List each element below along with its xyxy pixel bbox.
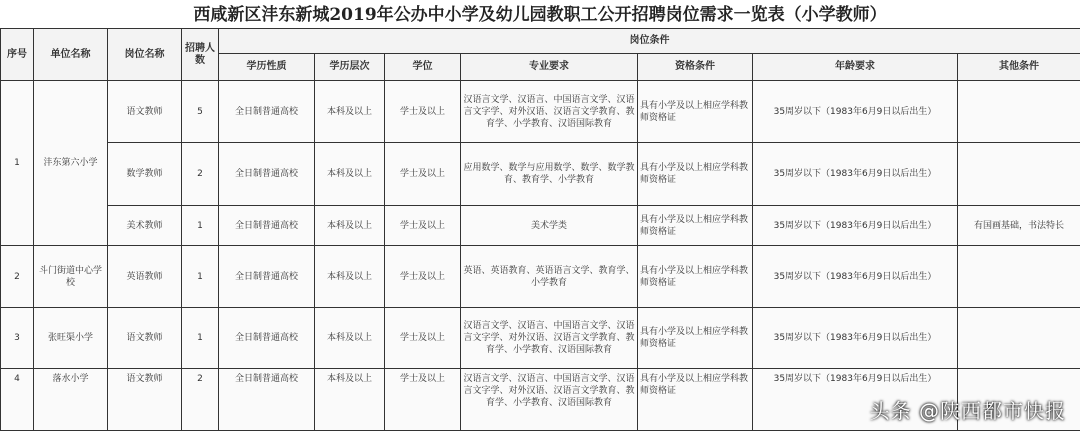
cell-edu-type: 全日制普通高校 (219, 143, 315, 206)
header-post: 岗位名称 (108, 29, 182, 81)
cell-other: 有国画基础，书法特长 (958, 206, 1080, 246)
cell-qual: 具有小学及以上相应学科教师资格证 (638, 143, 753, 206)
cell-degree: 学士及以上 (385, 143, 461, 206)
cell-post: 英语教师 (108, 246, 182, 308)
cell-degree: 学士及以上 (385, 308, 461, 369)
cell-other (958, 143, 1080, 206)
cell-edu-level: 本科及以上 (315, 246, 385, 308)
cell-major: 美术学类 (461, 206, 638, 246)
cell-degree: 学士及以上 (385, 206, 461, 246)
cell-major: 汉语言文学、汉语言、中国语言文学、汉语言文字学、对外汉语、汉语言文学教育、教育学、小学教育、汉语国际教育 (461, 369, 638, 431)
cell-count: 1 (182, 246, 219, 308)
cell-other (958, 308, 1080, 369)
cell-edu-type: 全日制普通高校 (219, 308, 315, 369)
cell-edu-type: 全日制普通高校 (219, 369, 315, 431)
header-unit: 单位名称 (34, 29, 108, 81)
header-age: 年龄要求 (753, 54, 958, 81)
cell-post: 语文教师 (108, 81, 182, 143)
header-major: 专业要求 (461, 54, 638, 81)
table-row (1, 246, 1080, 308)
document-title: 西咸新区沣东新城2019年公办中小学及幼儿园教职工公开招聘岗位需求一览表（小学教师） (0, 0, 1080, 28)
header-no: 序号 (1, 29, 34, 81)
cell-count: 2 (182, 369, 219, 431)
header-qual: 资格条件 (638, 54, 753, 81)
cell-post: 语文教师 (108, 369, 182, 431)
cell-major: 英语、英语教育、英语语言文学、教育学、小学教育 (461, 246, 638, 308)
cell-edu-level: 本科及以上 (315, 369, 385, 431)
cell-unit: 张旺渠小学 (34, 308, 108, 369)
cell-qual: 具有小学及以上相应学科教师资格证 (638, 206, 753, 246)
header-degree: 学位 (385, 54, 461, 81)
watermark: 头条 @陕西都市快报 (870, 400, 1066, 422)
cell-no: 3 (1, 308, 34, 369)
table-row (1, 206, 1080, 246)
cell-edu-level: 本科及以上 (315, 206, 385, 246)
cell-degree: 学士及以上 (385, 81, 461, 143)
cell-major: 汉语言文学、汉语言、中国语言文学、汉语言文字学、对外汉语、汉语言文学教育、教育学、小学教育、汉语国际教育 (461, 81, 638, 143)
table-row (1, 308, 1080, 369)
cell-age: 35周岁以下（1983年6月9日以后出生） (753, 206, 958, 246)
header-edu-type: 学历性质 (219, 54, 315, 81)
cell-post: 语文教师 (108, 308, 182, 369)
cell-qual: 具有小学及以上相应学科教师资格证 (638, 81, 753, 143)
cell-edu-level: 本科及以上 (315, 143, 385, 206)
table-row (1, 143, 1080, 206)
cell-edu-type: 全日制普通高校 (219, 246, 315, 308)
cell-age: 35周岁以下（1983年6月9日以后出生） (753, 308, 958, 369)
cell-edu-level: 本科及以上 (315, 81, 385, 143)
cell-no: 2 (1, 246, 34, 308)
cell-unit: 落水小学 (34, 369, 108, 431)
cell-degree: 学士及以上 (385, 246, 461, 308)
cell-qual: 具有小学及以上相应学科教师资格证 (638, 308, 753, 369)
cell-major: 汉语言文学、汉语言、中国语言文学、汉语言文字学、对外汉语、汉语言文学教育、教育学、小学教育、汉语国际教育 (461, 308, 638, 369)
cell-major: 应用数学、数学与应用数学、数学、数学教育、教育学、小学教育 (461, 143, 638, 206)
cell-no: 4 (1, 369, 34, 431)
recruitment-table (0, 28, 1080, 431)
cell-post: 美术教师 (108, 206, 182, 246)
cell-degree: 学士及以上 (385, 369, 461, 431)
cell-other (958, 81, 1080, 143)
header-edu-level: 学历层次 (315, 54, 385, 81)
cell-count: 1 (182, 308, 219, 369)
cell-count: 2 (182, 143, 219, 206)
cell-age: 35周岁以下（1983年6月9日以后出生） (753, 246, 958, 308)
header-conditions: 岗位条件 (219, 29, 1080, 54)
cell-edu-level: 本科及以上 (315, 308, 385, 369)
cell-count: 5 (182, 81, 219, 143)
cell-post: 数学教师 (108, 143, 182, 206)
cell-no: 1 (1, 81, 34, 246)
cell-edu-type: 全日制普通高校 (219, 81, 315, 143)
cell-other (958, 246, 1080, 308)
cell-qual: 具有小学及以上相应学科教师资格证 (638, 246, 753, 308)
cell-age: 35周岁以下（1983年6月9日以后出生） (753, 143, 958, 206)
cell-unit: 沣东第六小学 (34, 81, 108, 246)
cell-unit: 斗门街道中心学校 (34, 246, 108, 308)
cell-age: 35周岁以下（1983年6月9日以后出生） (753, 81, 958, 143)
cell-age: 35周岁以下（1983年6月9日以后出生） (753, 369, 958, 431)
cell-qual: 具有小学及以上相应学科教师资格证 (638, 369, 753, 431)
table-row (1, 81, 1080, 143)
header-other: 其他条件 (958, 54, 1080, 81)
header-count: 招聘人数 (182, 29, 219, 81)
cell-edu-type: 全日制普通高校 (219, 206, 315, 246)
cell-count: 1 (182, 206, 219, 246)
